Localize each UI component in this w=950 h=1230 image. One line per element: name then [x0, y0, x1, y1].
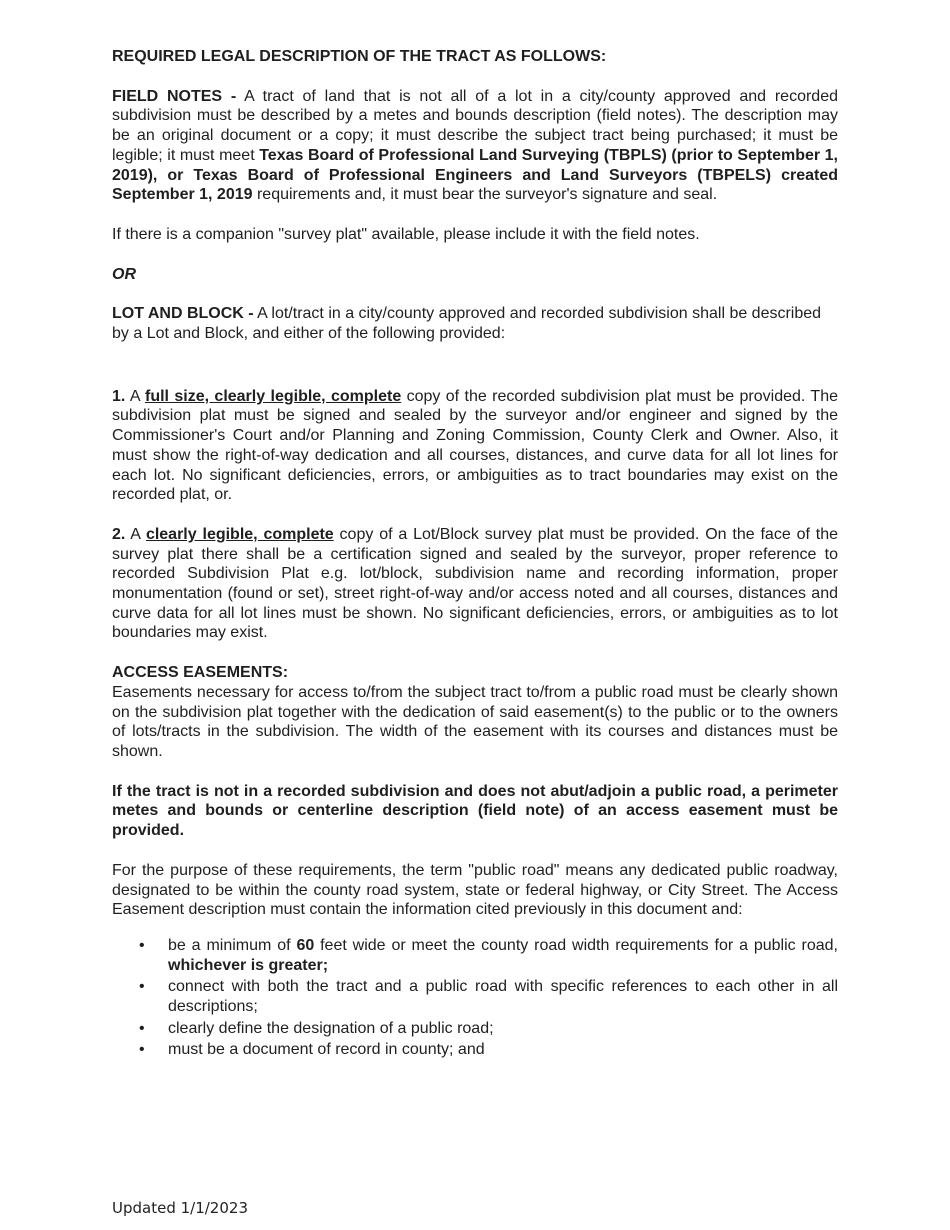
list-item-text: clearly define the designation of a public road; — [168, 1019, 494, 1037]
option-1-pre: A — [125, 387, 145, 405]
list-item-text: must be a document of record in county; and — [168, 1041, 485, 1059]
field-notes-text-end: requirements and, it must bear the surveyor's signature and seal. — [252, 186, 718, 204]
easement-requirements-list — [112, 936, 838, 1060]
field-notes-text: A tract of land that is not all of a lot in a city/county approved and recorded subdivision must be described by a metes and bounds description (field notes). The description may be an original document or a copy; it must describe the subject tract being purchased; it must be legible; it must meet — [112, 87, 838, 164]
option-2-text: copy of a Lot/Block survey plat must be provided. On the face of the survey plat there shall be a certification signed and sealed by the surveyor, proper reference to recorded Subdivision Plat e.g. lot/block, subdivision name and recording information, proper monumentation (found or set), street right-of-way and/or access noted and all courses, distances and curve data for all lot lines must be shown. No significant deficiencies, errors, or ambiguities as to lot boundaries may exist. — [112, 525, 838, 642]
access-easements-text: Easements necessary for access to/from the subject tract to/from a public road must be clearly shown on the subdivision plat together with the dedication of said easement(s) to the public or to the owners of lots/tracts in the subdivision. The width of the easement with its courses and distances must be shown. — [112, 683, 838, 760]
list-item-bold: 60 — [296, 936, 315, 954]
field-notes-label: FIELD NOTES - — [112, 87, 237, 105]
option-1-number: 1. — [112, 387, 126, 405]
option-1-paragraph — [112, 387, 838, 505]
field-notes-board: Texas Board of Professional Land Surveying (TBPLS) (prior to September 1, 2019), or Texas Board of Professional Engineers and Land Surveyors (TBPELS) created September 1, 2019 — [112, 146, 838, 204]
unrecorded-tract-note: If the tract is not in a recorded subdivision and does not abut/adjoin a public road, a perimeter metes and bounds or centerline description (field note) of an access easement must be provided. — [112, 782, 838, 840]
list-item-bold: whichever is greater; — [168, 956, 329, 974]
list-item — [112, 936, 838, 975]
bullet-icon: • — [139, 1041, 145, 1059]
lot-block-paragraph — [112, 304, 838, 343]
option-1-text: copy of the recorded subdivision plat must be provided. The subdivision plat must be signed and sealed by the surveyor and/or engineer and signed by the Commissioner's Court and/or Planning and Zoning Commission, County Clerk and Owner. Also, it must show the right-of-way dedication and all courses, distances, and curve data for all lot lines for each lot. No significant deficiencies, errors, or ambiguities as to tract boundaries may exist on the recorded plat, or. — [112, 387, 839, 504]
bullet-icon: • — [139, 1019, 145, 1037]
lot-block-label: LOT AND BLOCK - — [112, 305, 254, 323]
option-2-pre: A — [125, 525, 146, 543]
list-item-text: be a minimum of — [168, 936, 297, 954]
option-2-number: 2. — [112, 525, 126, 543]
list-item-text: connect with both the tract and a public road with specific references to each other in all descriptions; — [168, 978, 838, 1016]
list-item-text: feet wide or meet the county road width requirements for a public road, — [314, 936, 838, 954]
field-notes-paragraph — [112, 87, 838, 205]
list-item — [112, 1040, 838, 1060]
footer-updated-date: Updated 1/1/2023 — [112, 1199, 248, 1217]
bullet-icon: • — [139, 936, 145, 954]
access-easements-heading: ACCESS EASEMENTS: — [112, 664, 289, 682]
page-title: REQUIRED LEGAL DESCRIPTION OF THE TRACT AS FOLLOWS: — [112, 48, 607, 65]
public-road-definition: For the purpose of these requirements, the term "public road" means any dedicated public roadway, designated to be within the county road system, state or federal highway, or City Street. The Access Easement description must contain the information cited previously in this document and: — [112, 861, 838, 919]
lot-block-text: A lot/tract in a city/county approved and recorded subdivision shall be described by a Lot and Block, and either of the following provided: — [112, 305, 822, 343]
option-1-emphasis: full size, clearly legible, complete — [145, 387, 402, 405]
option-2-emphasis: clearly legible, complete — [145, 525, 334, 543]
or-separator: OR — [112, 265, 136, 283]
companion-note: If there is a companion "survey plat" available, please include it with the field notes. — [112, 225, 700, 243]
document-page — [112, 47, 838, 1062]
list-item — [112, 1019, 838, 1039]
option-2-paragraph — [112, 525, 838, 643]
bullet-icon: • — [139, 978, 145, 996]
list-item — [112, 977, 838, 1016]
